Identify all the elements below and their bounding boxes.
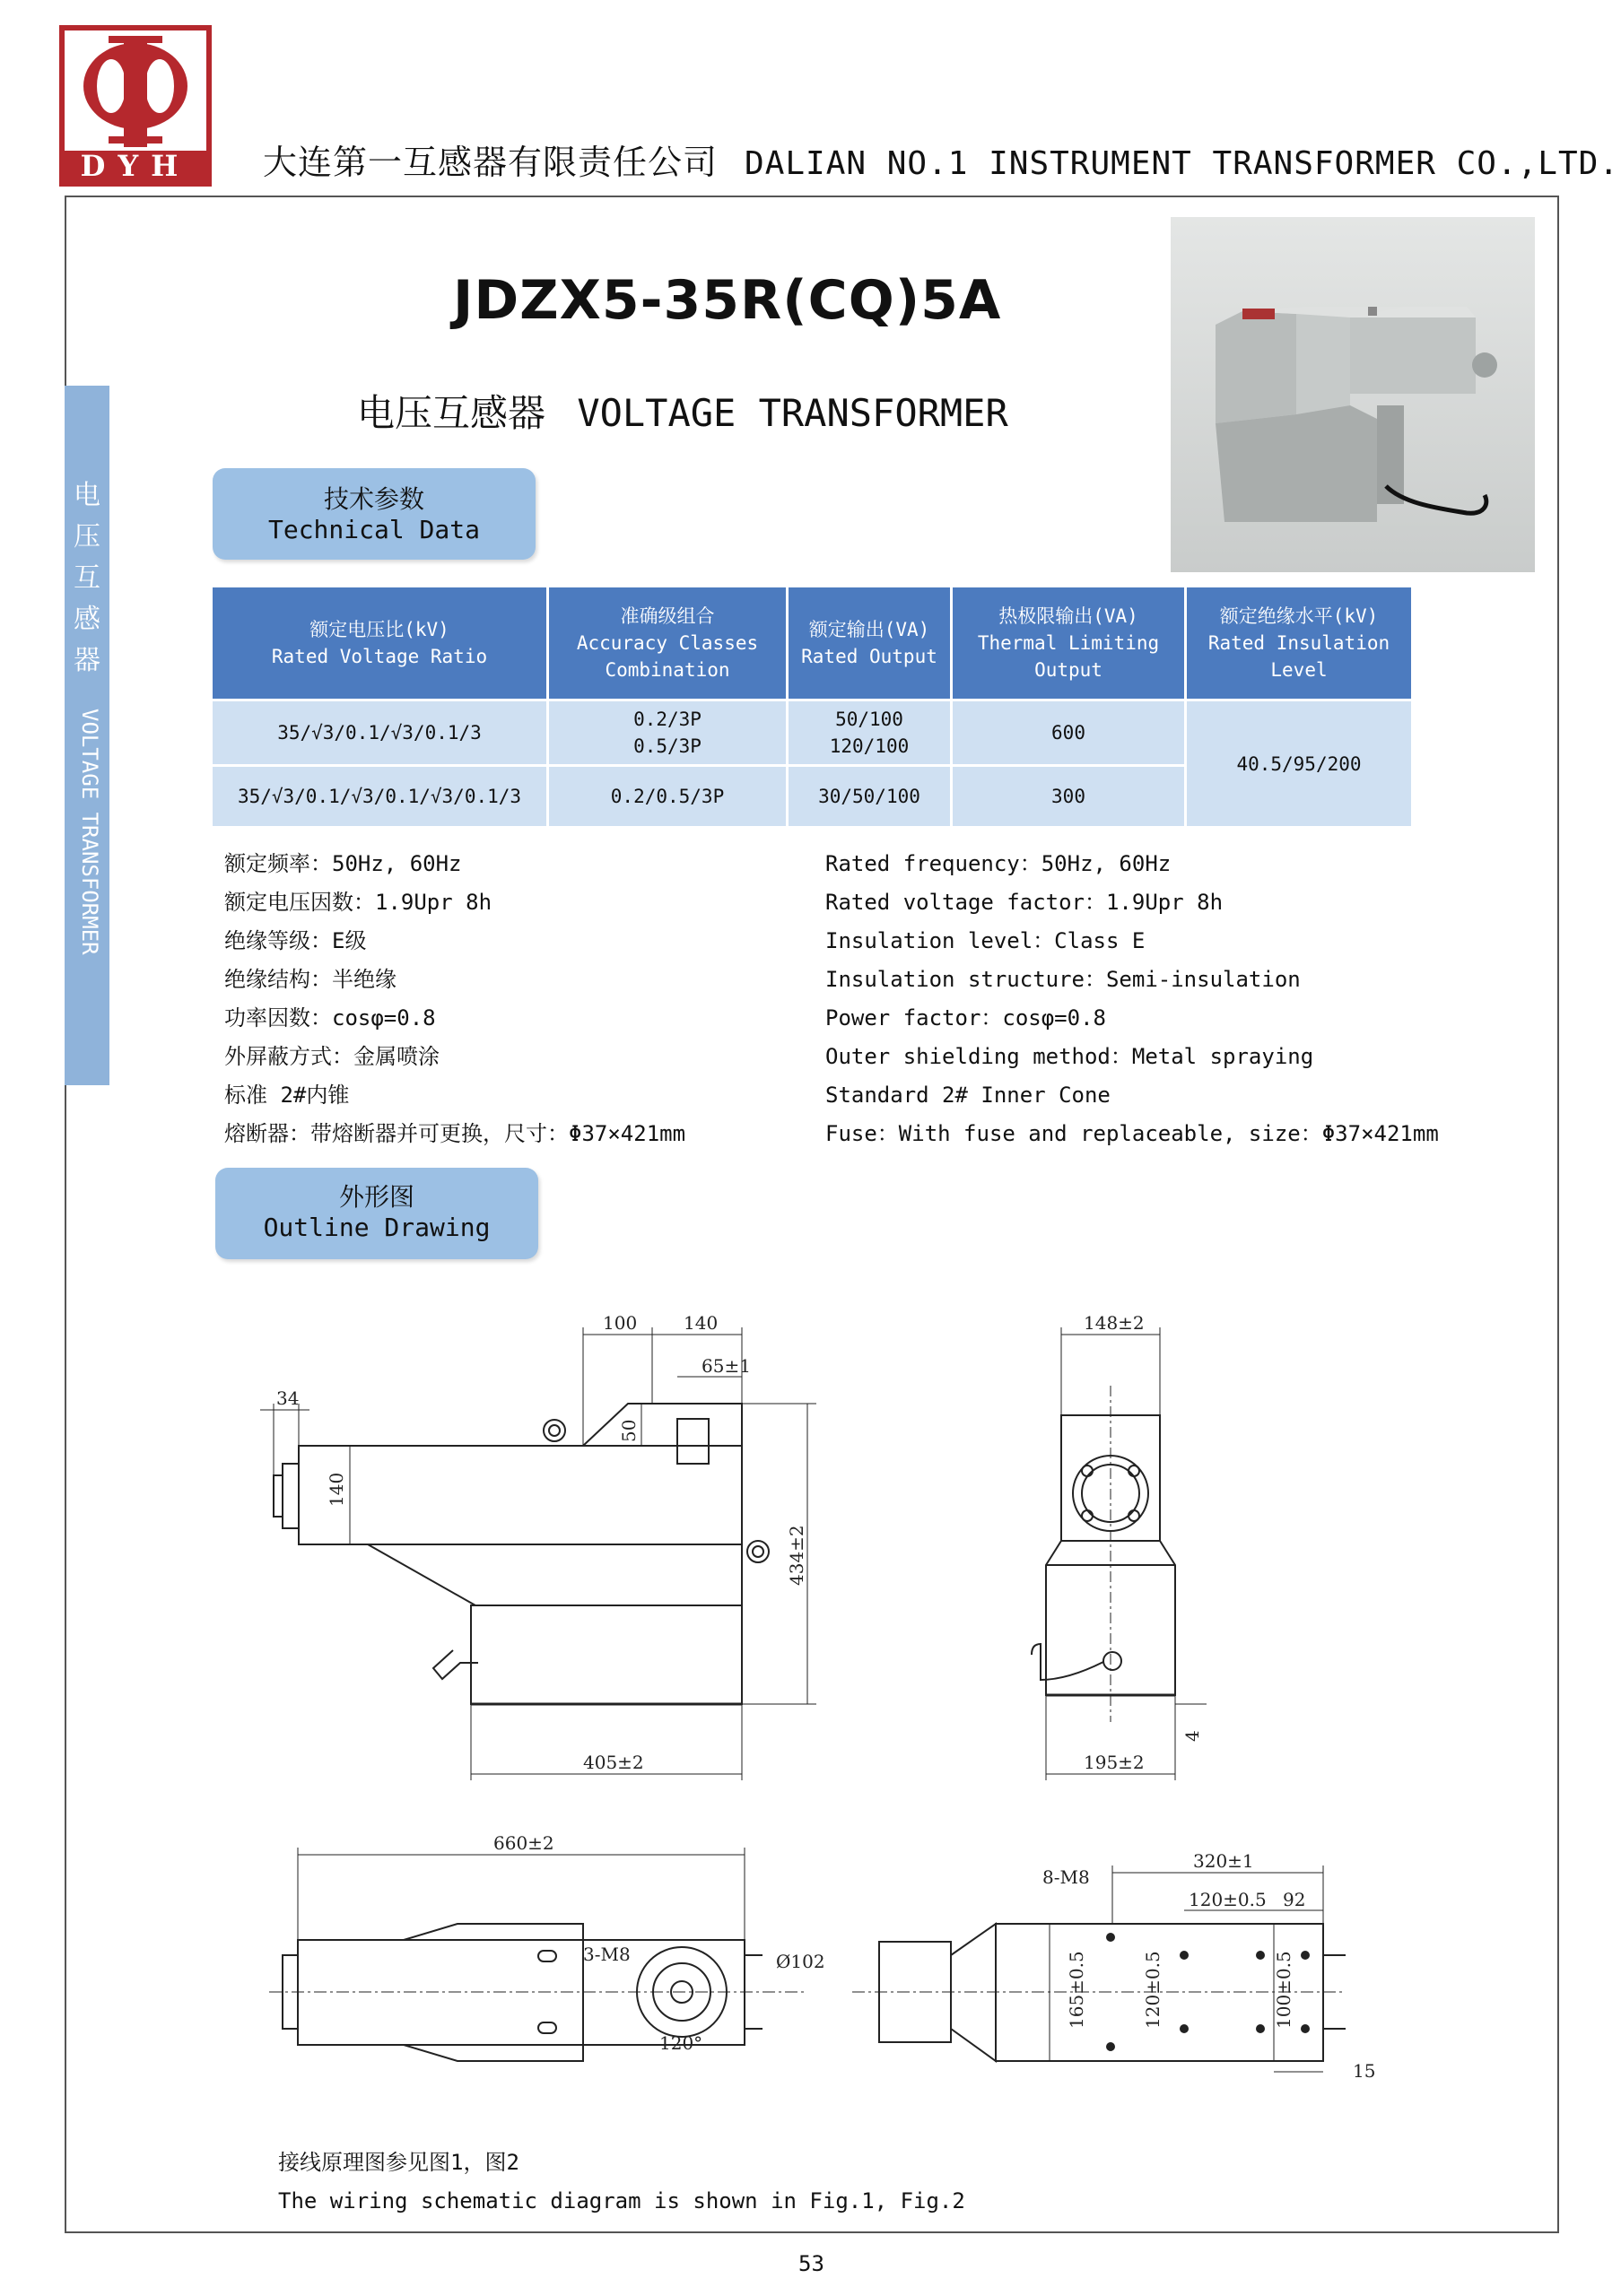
dim-165v: 165±0.5 xyxy=(1066,1951,1087,2029)
param-line: Standard 2# Inner Cone xyxy=(825,1083,1111,1108)
dim-120deg: 120° xyxy=(659,2032,703,2054)
cell-ratio: 35/√3/0.1/√3/0.1/√3/0.1/3 xyxy=(213,767,546,826)
dim-4: 4 xyxy=(1181,1730,1203,1742)
product-title-cn: 电压互感器 xyxy=(357,391,546,435)
dim-3m8: 3-M8 xyxy=(583,1944,631,1965)
side-char: 互 xyxy=(74,562,100,594)
section-title-en: Outline Drawing xyxy=(263,1213,491,1242)
section-title-en: Technical Data xyxy=(267,515,480,544)
header-cn: 额定电压比(kV) xyxy=(309,619,449,640)
cell-thermal: 600 xyxy=(953,701,1184,764)
side-char: 器 xyxy=(74,645,100,676)
company-name-en: DALIAN NO.1 INSTRUMENT TRANSFORMER CO.,LTD. xyxy=(745,145,1619,182)
dim-195: 195±2 xyxy=(1084,1752,1145,1773)
header-cn: 热极限输出(VA) xyxy=(998,605,1138,627)
dim-100: 100 xyxy=(603,1312,638,1334)
param-line: Insulation level：Class E xyxy=(825,928,1146,953)
dim-140v: 140 xyxy=(326,1472,347,1507)
dim-65: 65±1 xyxy=(702,1355,751,1377)
company-name-cn: 大连第一互感器有限责任公司 xyxy=(263,143,719,182)
header-cn: 额定输出(VA) xyxy=(808,619,930,640)
param-line: 标准 2#内锥 xyxy=(224,1083,350,1108)
section-title-cn: 技术参数 xyxy=(323,484,424,514)
top-view-drawing xyxy=(269,1848,807,2061)
dim-100v: 100±0.5 xyxy=(1273,1951,1294,2029)
header-en: Accuracy Classes Combination xyxy=(576,632,759,681)
dim-148: 148±2 xyxy=(1084,1312,1145,1334)
side-char: 感 xyxy=(74,604,100,635)
header-en: Rated Insulation Level xyxy=(1207,632,1390,681)
dim-102: Ø102 xyxy=(776,1951,825,1972)
dim-120: 120±0.5 xyxy=(1189,1889,1267,1910)
param-line: Rated voltage factor：1.9Upr 8h xyxy=(825,890,1224,915)
note-cn: 接线原理图参见图1，图2 xyxy=(278,2150,519,2175)
section-title-cn: 外形图 xyxy=(338,1182,414,1212)
dim-92: 92 xyxy=(1283,1889,1306,1910)
header-cn: 准确级组合 xyxy=(620,605,715,627)
dim-140: 140 xyxy=(684,1312,719,1334)
param-line: Fuse：With fuse and replaceable, size：Φ37×421mm xyxy=(825,1121,1439,1146)
param-line: 额定频率：50Hz, 60Hz xyxy=(224,851,462,876)
note-en: The wiring schematic diagram is shown in Fig.1, Fig.2 xyxy=(278,2188,965,2213)
param-line: 外屏蔽方式：金属喷涂 xyxy=(224,1044,440,1069)
dim-50: 50 xyxy=(618,1419,640,1442)
dim-34: 34 xyxy=(276,1387,300,1409)
dim-434: 434±2 xyxy=(786,1525,807,1586)
dim-660: 660±2 xyxy=(493,1832,554,1854)
dim-120v: 120±0.5 xyxy=(1142,1951,1163,2029)
param-line: 额定电压因数：1.9Upr 8h xyxy=(224,890,492,915)
side-tab-en: VOLTAGE TRANSFORMER xyxy=(77,709,102,955)
product-model: JDZX5-35R(CQ)5A xyxy=(453,269,1002,332)
cell-insulation: 40.5/95/200 xyxy=(1187,701,1411,826)
param-line: Rated frequency：50Hz, 60Hz xyxy=(825,851,1172,876)
cell-thermal: 300 xyxy=(953,767,1184,826)
param-line: Power factor：cosφ=0.8 xyxy=(825,1005,1106,1031)
param-line: 功率因数：cosφ=0.8 xyxy=(224,1005,436,1031)
bottom-view-drawing xyxy=(852,1866,1346,2072)
product-title-en: VOLTAGE TRANSFORMER xyxy=(577,391,1008,435)
param-line: Insulation structure：Semi-insulation xyxy=(825,967,1301,992)
front-view-drawing xyxy=(1032,1327,1207,1780)
header-en: Rated Voltage Ratio xyxy=(271,646,488,667)
side-char: 压 xyxy=(74,521,100,552)
cell-output: 30/50/100 xyxy=(789,767,950,826)
header-en: Thermal Limiting Output xyxy=(977,632,1160,681)
cell-ratio: 35/√3/0.1/√3/0.1/3 xyxy=(213,701,546,764)
wiring-note xyxy=(278,2144,965,2221)
param-line: 绝缘等级：E级 xyxy=(224,928,367,953)
cell-line: 120/100 xyxy=(829,735,910,757)
cell-line: 50/100 xyxy=(835,709,903,730)
param-line: 绝缘结构：半绝缘 xyxy=(224,967,397,992)
cell-line: 0.5/3P xyxy=(633,735,702,757)
dim-8m8: 8-M8 xyxy=(1042,1866,1090,1888)
dim-405: 405±2 xyxy=(583,1752,644,1773)
header-en: Rated Output xyxy=(801,646,937,667)
dim-15: 15 xyxy=(1353,2060,1376,2082)
cell-accuracy: 0.2/0.5/3P xyxy=(549,767,786,826)
logo-text: DYH xyxy=(80,149,191,183)
param-line: 熔断器：带熔断器并可更换，尺寸：Φ37×421mm xyxy=(224,1121,686,1146)
param-line: Outer shielding method：Metal spraying xyxy=(825,1044,1314,1069)
dim-320: 320±1 xyxy=(1193,1850,1254,1872)
cell-line: 0.2/3P xyxy=(633,709,702,730)
side-char: 电 xyxy=(74,480,100,511)
page-number: 53 xyxy=(798,2251,824,2276)
header-cn: 额定绝缘水平(kV) xyxy=(1219,605,1379,627)
side-view-drawing xyxy=(260,1327,816,1780)
